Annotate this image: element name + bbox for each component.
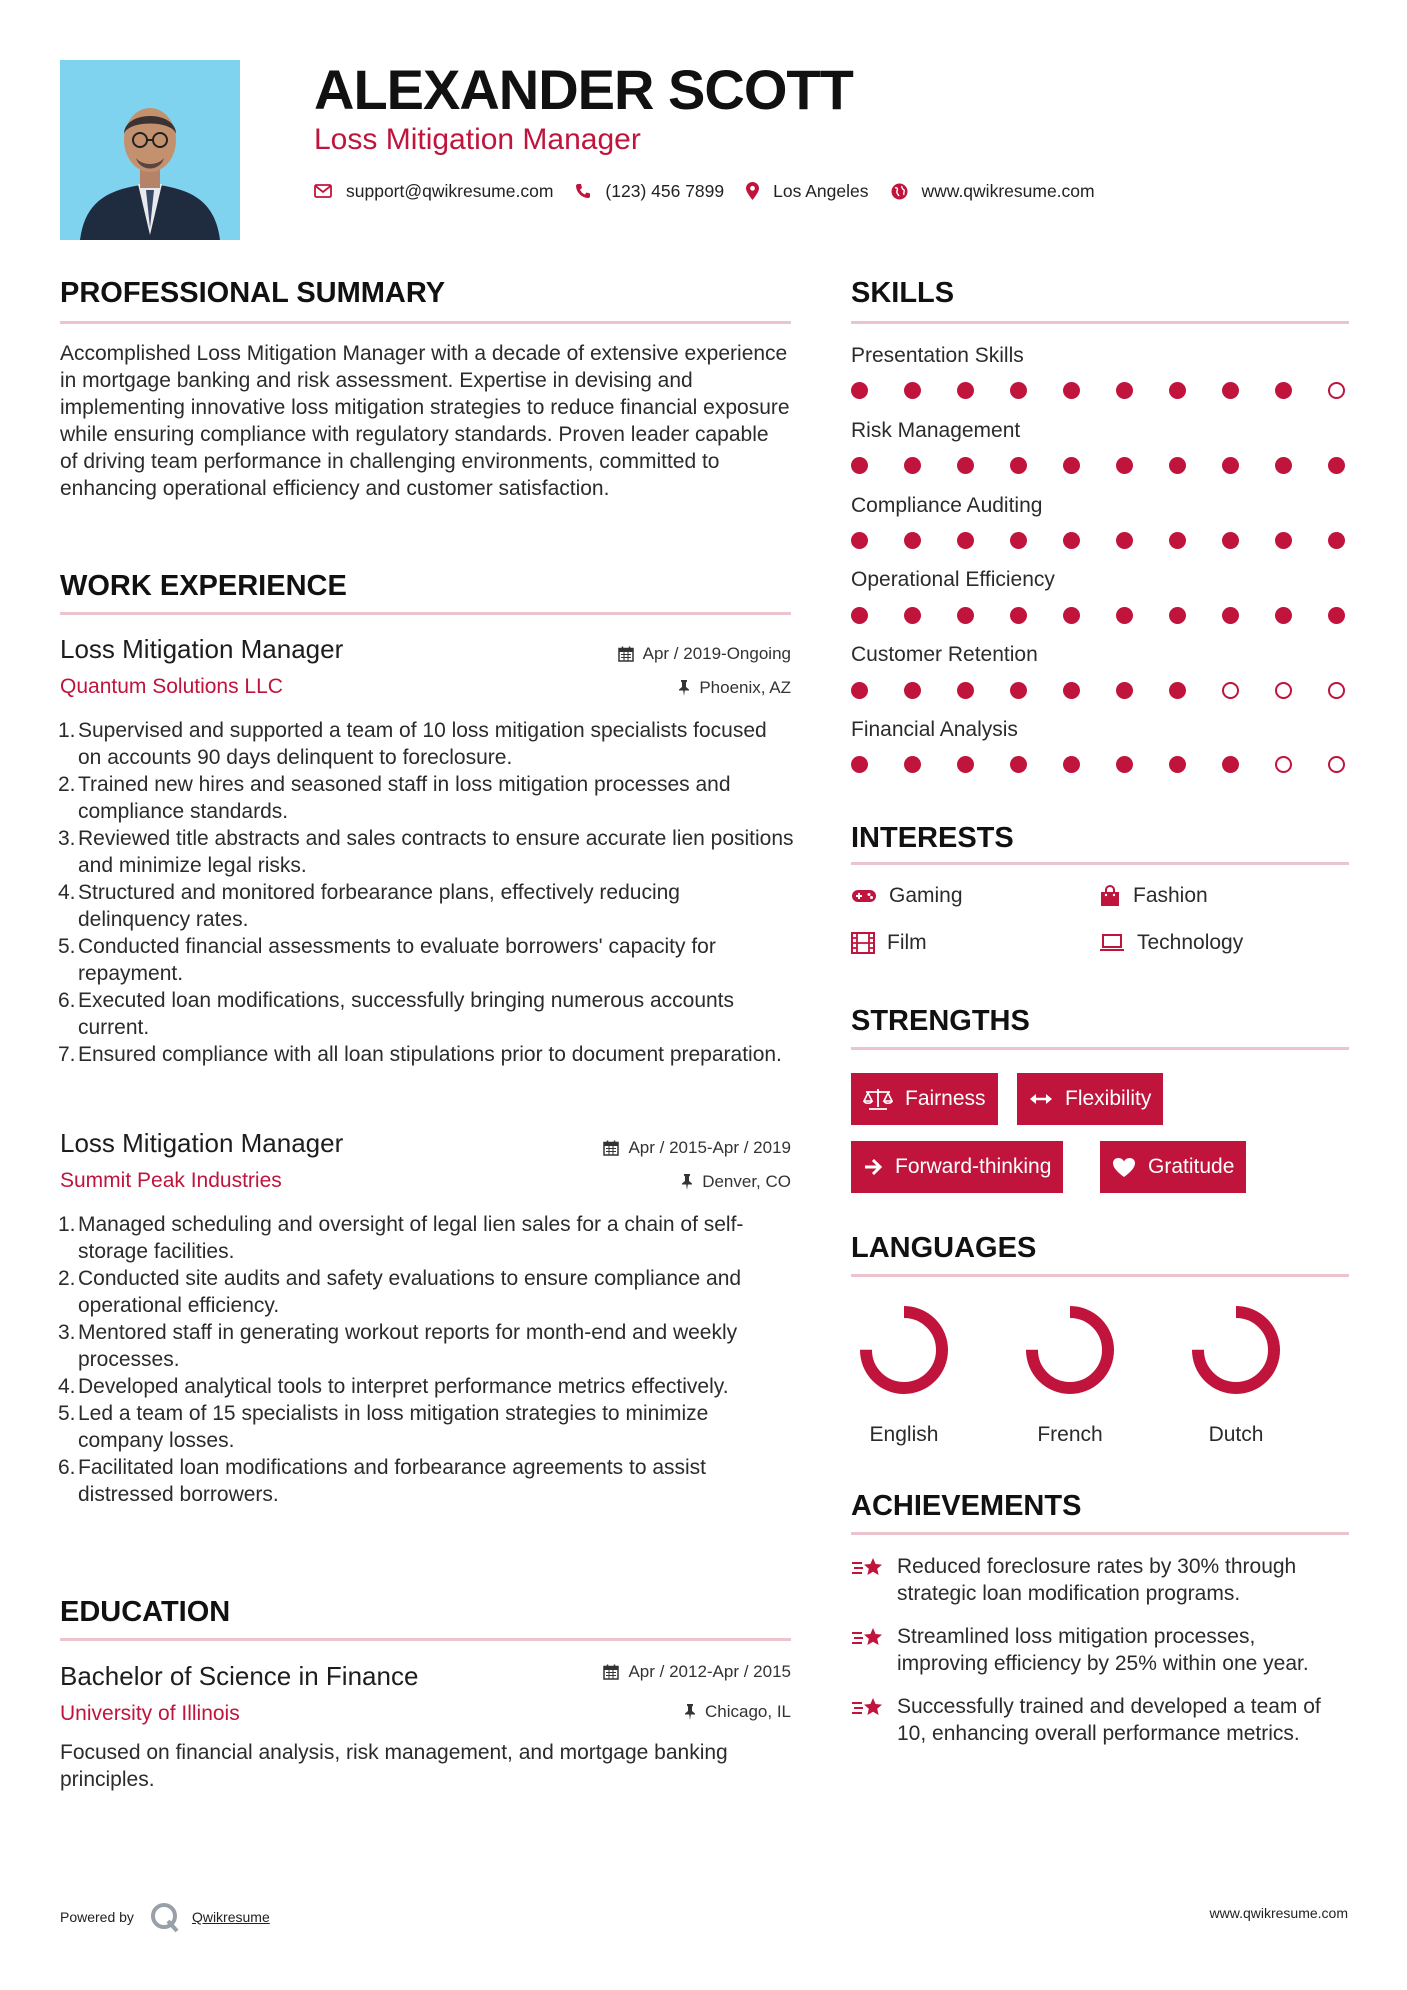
contact-bar [314, 176, 1117, 206]
interests-title: INTERESTS [851, 822, 1014, 854]
phone-icon [575, 183, 591, 199]
skill-dot-filled [957, 532, 974, 549]
job-bullets [60, 717, 795, 1068]
list-item: 6. Executed loan modifications, successfully bringing numerous accounts current. [58, 989, 735, 1039]
skill-dot-filled [1275, 532, 1292, 549]
contact-website[interactable] [891, 181, 1095, 202]
skill-name: Presentation Skills [851, 344, 1024, 367]
list-item: 7. Ensured compliance with all loan stipulations prior to document preparation. [58, 1043, 782, 1066]
skill-dot-filled [1063, 756, 1080, 773]
skill-dot-filled [957, 682, 974, 699]
website-text: www.qwikresume.com [921, 180, 1095, 201]
skill-dot-filled [851, 756, 868, 773]
skill-rating [851, 457, 1349, 477]
degree-title: Bachelor of Science in Finance [60, 1661, 419, 1691]
interest-item [851, 883, 963, 909]
skill-dot-empty [1222, 682, 1239, 699]
footer-powered-by [60, 1900, 270, 1934]
skill-dot-filled [1275, 457, 1292, 474]
skill-name: Customer Retention [851, 643, 1038, 666]
skill-dot-empty [1275, 756, 1292, 773]
skill-dot-filled [851, 682, 868, 699]
balance-scale-icon [863, 1088, 893, 1110]
company-name: Quantum Solutions LLC [60, 675, 283, 698]
skill-rating [851, 682, 1349, 702]
skill-dot-filled [1169, 682, 1186, 699]
languages-divider [851, 1274, 1349, 1277]
skill-dot-filled [1116, 607, 1133, 624]
summary-title: PROFESSIONAL SUMMARY [60, 277, 446, 309]
shooting-star-icon [851, 1695, 885, 1721]
achievement-text: Streamlined loss mitigation processes, improving efficiency by 25% within one year. [897, 1625, 1309, 1675]
pushpin-icon [678, 680, 690, 696]
skill-dot-filled [1169, 382, 1186, 399]
education-date [603, 1661, 791, 1683]
skill-dot-filled [957, 756, 974, 773]
heart-icon [1112, 1157, 1136, 1178]
job-location-text: Phoenix, AZ [699, 678, 791, 697]
job-title: Loss Mitigation Manager [60, 1128, 344, 1158]
interest-label: Fashion [1133, 884, 1208, 907]
list-item: 3. Reviewed title abstracts and sales contracts to ensure accurate lien positions and minimize legal risks. [58, 827, 794, 877]
strength-tag [1017, 1073, 1163, 1125]
language-ring [1020, 1300, 1120, 1400]
skill-name: Compliance Auditing [851, 494, 1043, 517]
arrow-right-icon [863, 1158, 883, 1176]
list-item: 5. Led a team of 15 specialists in loss mitigation strategies to minimize company losses. [58, 1402, 709, 1452]
achievement-item [851, 1553, 1351, 1607]
skill-dot-filled [904, 382, 921, 399]
strengths-divider [851, 1047, 1349, 1050]
pushpin-icon [684, 1704, 696, 1720]
skill-dot-filled [1222, 532, 1239, 549]
skill-dot-filled [851, 607, 868, 624]
pushpin-icon [681, 1174, 693, 1190]
language-ring-arc [1198, 1312, 1274, 1388]
brand-link[interactable]: Qwikresume [191, 1909, 270, 1925]
skill-dot-filled [904, 607, 921, 624]
education-location [684, 1701, 791, 1723]
skill-rating [851, 532, 1349, 552]
skill-dot-filled [1169, 457, 1186, 474]
interest-label: Technology [1137, 931, 1244, 954]
job-date [618, 643, 791, 665]
list-item: 2. Trained new hires and seasoned staff in loss mitigation processes and compliance standards. [58, 773, 731, 823]
skill-dot-filled [957, 607, 974, 624]
strength-tag [851, 1073, 998, 1125]
achievement-item [851, 1693, 1351, 1747]
envelope-icon [314, 184, 332, 198]
arrows-horizontal-icon [1029, 1092, 1053, 1106]
phone-text: (123) 456 7899 [605, 180, 725, 201]
skill-dot-empty [1328, 382, 1345, 399]
strength-label: Fairness [905, 1087, 986, 1110]
skill-dot-filled [851, 382, 868, 399]
film-icon [851, 932, 875, 954]
skill-dot-filled [1222, 382, 1239, 399]
strength-label: Forward-thinking [895, 1155, 1052, 1178]
qwikresume-logo-icon [148, 1900, 182, 1934]
skill-dot-filled [1063, 607, 1080, 624]
achievements-divider [851, 1532, 1349, 1535]
skill-dot-filled [1328, 607, 1345, 624]
strength-label: Flexibility [1065, 1087, 1152, 1110]
skill-dot-filled [957, 457, 974, 474]
job-location [678, 677, 791, 699]
education-text: Focused on financial analysis, risk management, and mortgage banking principles. [60, 1741, 728, 1791]
skill-dot-empty [1328, 682, 1345, 699]
job-location [681, 1171, 791, 1193]
education-location-text: Chicago, IL [705, 1702, 791, 1721]
language-ring-arc [866, 1312, 942, 1388]
language-item [1176, 1300, 1296, 1448]
skill-dot-filled [1222, 756, 1239, 773]
skill-dot-filled [1063, 682, 1080, 699]
job-location-text: Denver, CO [702, 1172, 791, 1191]
list-item: 2. Conducted site audits and safety evaluations to ensure compliance and operational efficiency. [58, 1267, 742, 1317]
language-name: English [869, 1423, 939, 1446]
interests-divider [851, 862, 1349, 865]
language-name: French [1037, 1423, 1103, 1446]
skill-dot-filled [904, 682, 921, 699]
skill-rating [851, 607, 1349, 627]
strength-label: Gratitude [1148, 1155, 1235, 1178]
shooting-star-icon [851, 1555, 885, 1581]
job-date-text: Apr / 2015-Apr / 2019 [628, 1138, 791, 1157]
calendar-icon [618, 646, 634, 662]
skill-rating [851, 756, 1349, 776]
interest-item [851, 930, 927, 956]
skill-dot-filled [1169, 756, 1186, 773]
profile-photo [60, 60, 240, 240]
strength-tag [851, 1141, 1063, 1193]
list-item: 1. Managed scheduling and oversight of legal lien sales for a chain of self-storage facilities. [58, 1213, 744, 1263]
language-item [844, 1300, 964, 1448]
skill-dot-filled [904, 532, 921, 549]
skill-dot-filled [1010, 382, 1027, 399]
email-text: support@qwikresume.com [346, 180, 554, 201]
languages-title: LANGUAGES [851, 1232, 1037, 1264]
company-name: Summit Peak Industries [60, 1169, 282, 1192]
language-item [1010, 1300, 1130, 1448]
calendar-icon [603, 1664, 619, 1680]
experience-divider [60, 612, 791, 615]
skill-dot-filled [1169, 607, 1186, 624]
education-date-text: Apr / 2012-Apr / 2015 [628, 1662, 791, 1681]
achievements-title: ACHIEVEMENTS [851, 1490, 1082, 1522]
skill-dot-filled [1116, 756, 1133, 773]
location-text: Los Angeles [773, 180, 869, 201]
list-item: 1. Supervised and supported a team of 10 loss mitigation specialists focused on accounts 90 days delinquent to foreclosure. [58, 719, 767, 769]
skill-dot-filled [1222, 607, 1239, 624]
globe-icon [891, 183, 908, 200]
skill-dot-filled [904, 457, 921, 474]
skill-dot-filled [1063, 532, 1080, 549]
skill-dot-filled [1063, 382, 1080, 399]
skill-dot-filled [1116, 457, 1133, 474]
list-item: 6. Facilitated loan modifications and forbearance agreements to assist distressed borrowers. [58, 1456, 707, 1506]
list-item: 5. Conducted financial assessments to evaluate borrowers' capacity for repayment. [58, 935, 716, 985]
interest-item [1099, 883, 1208, 909]
candidate-role: Loss Mitigation Manager [314, 123, 641, 156]
skill-dot-filled [1275, 382, 1292, 399]
skill-name: Operational Efficiency [851, 568, 1055, 591]
map-pin-icon [746, 182, 759, 200]
contact-location [746, 181, 868, 202]
skill-dot-filled [1010, 756, 1027, 773]
skills-divider [851, 321, 1349, 324]
skill-name: Risk Management [851, 419, 1021, 442]
interest-item [1099, 930, 1243, 956]
skill-dot-empty [1275, 682, 1292, 699]
skill-dot-empty [1328, 756, 1345, 773]
language-ring [854, 1300, 954, 1400]
skill-dot-filled [1116, 532, 1133, 549]
contact-email[interactable] [314, 181, 553, 202]
candidate-name: ALEXANDER SCOTT [314, 58, 853, 121]
powered-by-text: Powered by [60, 1909, 134, 1925]
job-title: Loss Mitigation Manager [60, 634, 344, 664]
skill-dot-filled [1010, 457, 1027, 474]
job-date-text: Apr / 2019-Ongoing [642, 644, 791, 663]
skill-dot-filled [1169, 532, 1186, 549]
skill-dot-filled [1222, 457, 1239, 474]
skill-dot-filled [1010, 682, 1027, 699]
strengths-title: STRENGTHS [851, 1005, 1030, 1037]
list-item: 4. Structured and monitored forbearance plans, effectively reducing delinquency rates. [58, 881, 680, 931]
school-name: University of Illinois [60, 1702, 240, 1725]
skill-dot-filled [1116, 682, 1133, 699]
language-name: Dutch [1208, 1423, 1264, 1446]
skill-dot-filled [1275, 607, 1292, 624]
strength-tag [1100, 1141, 1246, 1193]
achievement-item [851, 1623, 1351, 1677]
contact-phone[interactable] [575, 181, 724, 202]
skill-dot-filled [851, 457, 868, 474]
skill-name: Financial Analysis [851, 718, 1018, 741]
skill-dot-filled [1010, 532, 1027, 549]
skill-dot-filled [957, 382, 974, 399]
education-title: EDUCATION [60, 1596, 231, 1628]
gamepad-icon [851, 888, 877, 904]
skill-dot-filled [1063, 457, 1080, 474]
summary-text: Accomplished Loss Mitigation Manager with a decade of extensive experience in mortgage banking and risk assessment. Expertise in devising and implementing innovative loss mitigation strategies to reduce financial exposure while ensuring compliance with regulatory standards. Proven leader capable of driving team performance in challenging environments, committed to enhancing operational efficiency and customer satisfaction. [60, 342, 790, 500]
footer-website[interactable]: www.qwikresume.com [1209, 1905, 1348, 1921]
skill-dot-filled [851, 532, 868, 549]
education-divider [60, 1638, 791, 1641]
shooting-star-icon [851, 1625, 885, 1651]
skills-title: SKILLS [851, 277, 955, 309]
shopping-bag-icon [1099, 885, 1121, 907]
skill-dot-filled [1010, 607, 1027, 624]
job-bullets [60, 1211, 795, 1508]
laptop-icon [1099, 934, 1125, 952]
language-ring [1186, 1300, 1286, 1400]
summary-divider [60, 321, 791, 324]
skill-rating [851, 382, 1349, 402]
interest-label: Film [887, 931, 927, 954]
achievement-text: Successfully trained and developed a team of 10, enhancing overall performance metrics. [897, 1695, 1321, 1745]
interest-label: Gaming [889, 884, 963, 907]
skill-dot-filled [1328, 532, 1345, 549]
achievement-text: Reduced foreclosure rates by 30% through strategic loan modification programs. [897, 1555, 1297, 1605]
list-item: 3. Mentored staff in generating workout reports for month-end and weekly processes. [58, 1321, 738, 1371]
list-item: 4. Developed analytical tools to interpret performance metrics effectively. [58, 1375, 729, 1398]
skill-dot-filled [904, 756, 921, 773]
experience-title: WORK EXPERIENCE [60, 570, 347, 602]
skill-dot-filled [1116, 382, 1133, 399]
calendar-icon [603, 1140, 619, 1156]
job-date [603, 1137, 791, 1159]
skill-dot-filled [1328, 457, 1345, 474]
language-ring-arc [1032, 1312, 1108, 1388]
